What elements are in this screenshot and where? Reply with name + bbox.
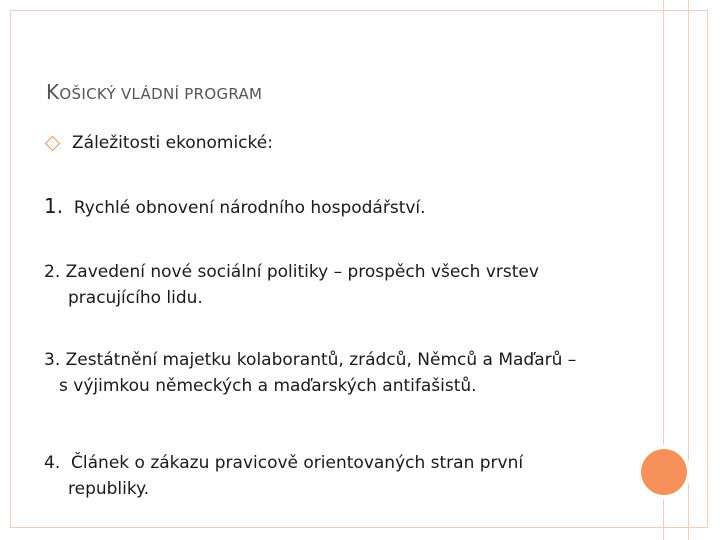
list-item — [44, 193, 426, 221]
item-number: 2. — [44, 262, 61, 282]
item-number: 3. — [44, 350, 61, 370]
list-item — [44, 450, 523, 502]
item-text-continuation: s výjimkou německých a maďarských antifašistů. — [59, 376, 477, 396]
item-number: 4. — [44, 453, 61, 473]
item-number: 1. — [44, 194, 64, 218]
slide-title — [46, 80, 262, 104]
title-first-letter: K — [46, 80, 60, 104]
item-text-continuation: pracujícího lidu. — [68, 288, 203, 308]
bullet-text: Záležitosti ekonomické: — [72, 133, 273, 153]
diamond-bullet-icon — [45, 135, 61, 151]
decorative-rule — [688, 0, 689, 540]
bullet-item — [46, 133, 273, 153]
title-rest: OŠICKÝ VLÁDNÍ PROGRAM — [59, 85, 263, 103]
item-text-continuation: republiky. — [68, 479, 150, 499]
item-text: Zavedení nové sociální politiky – prospěch všech vrstev — [65, 262, 539, 282]
list-item — [44, 347, 576, 399]
item-text: Rychlé obnovení národního hospodářství. — [73, 198, 426, 218]
item-text: Článek o zákazu pravicově orientovaných stran první — [71, 453, 524, 473]
list-item — [44, 259, 539, 311]
item-text: Zestátnění majetku kolaborantů, zrádců, Němců a Maďarů – — [65, 350, 577, 370]
decorative-circle — [641, 449, 687, 495]
